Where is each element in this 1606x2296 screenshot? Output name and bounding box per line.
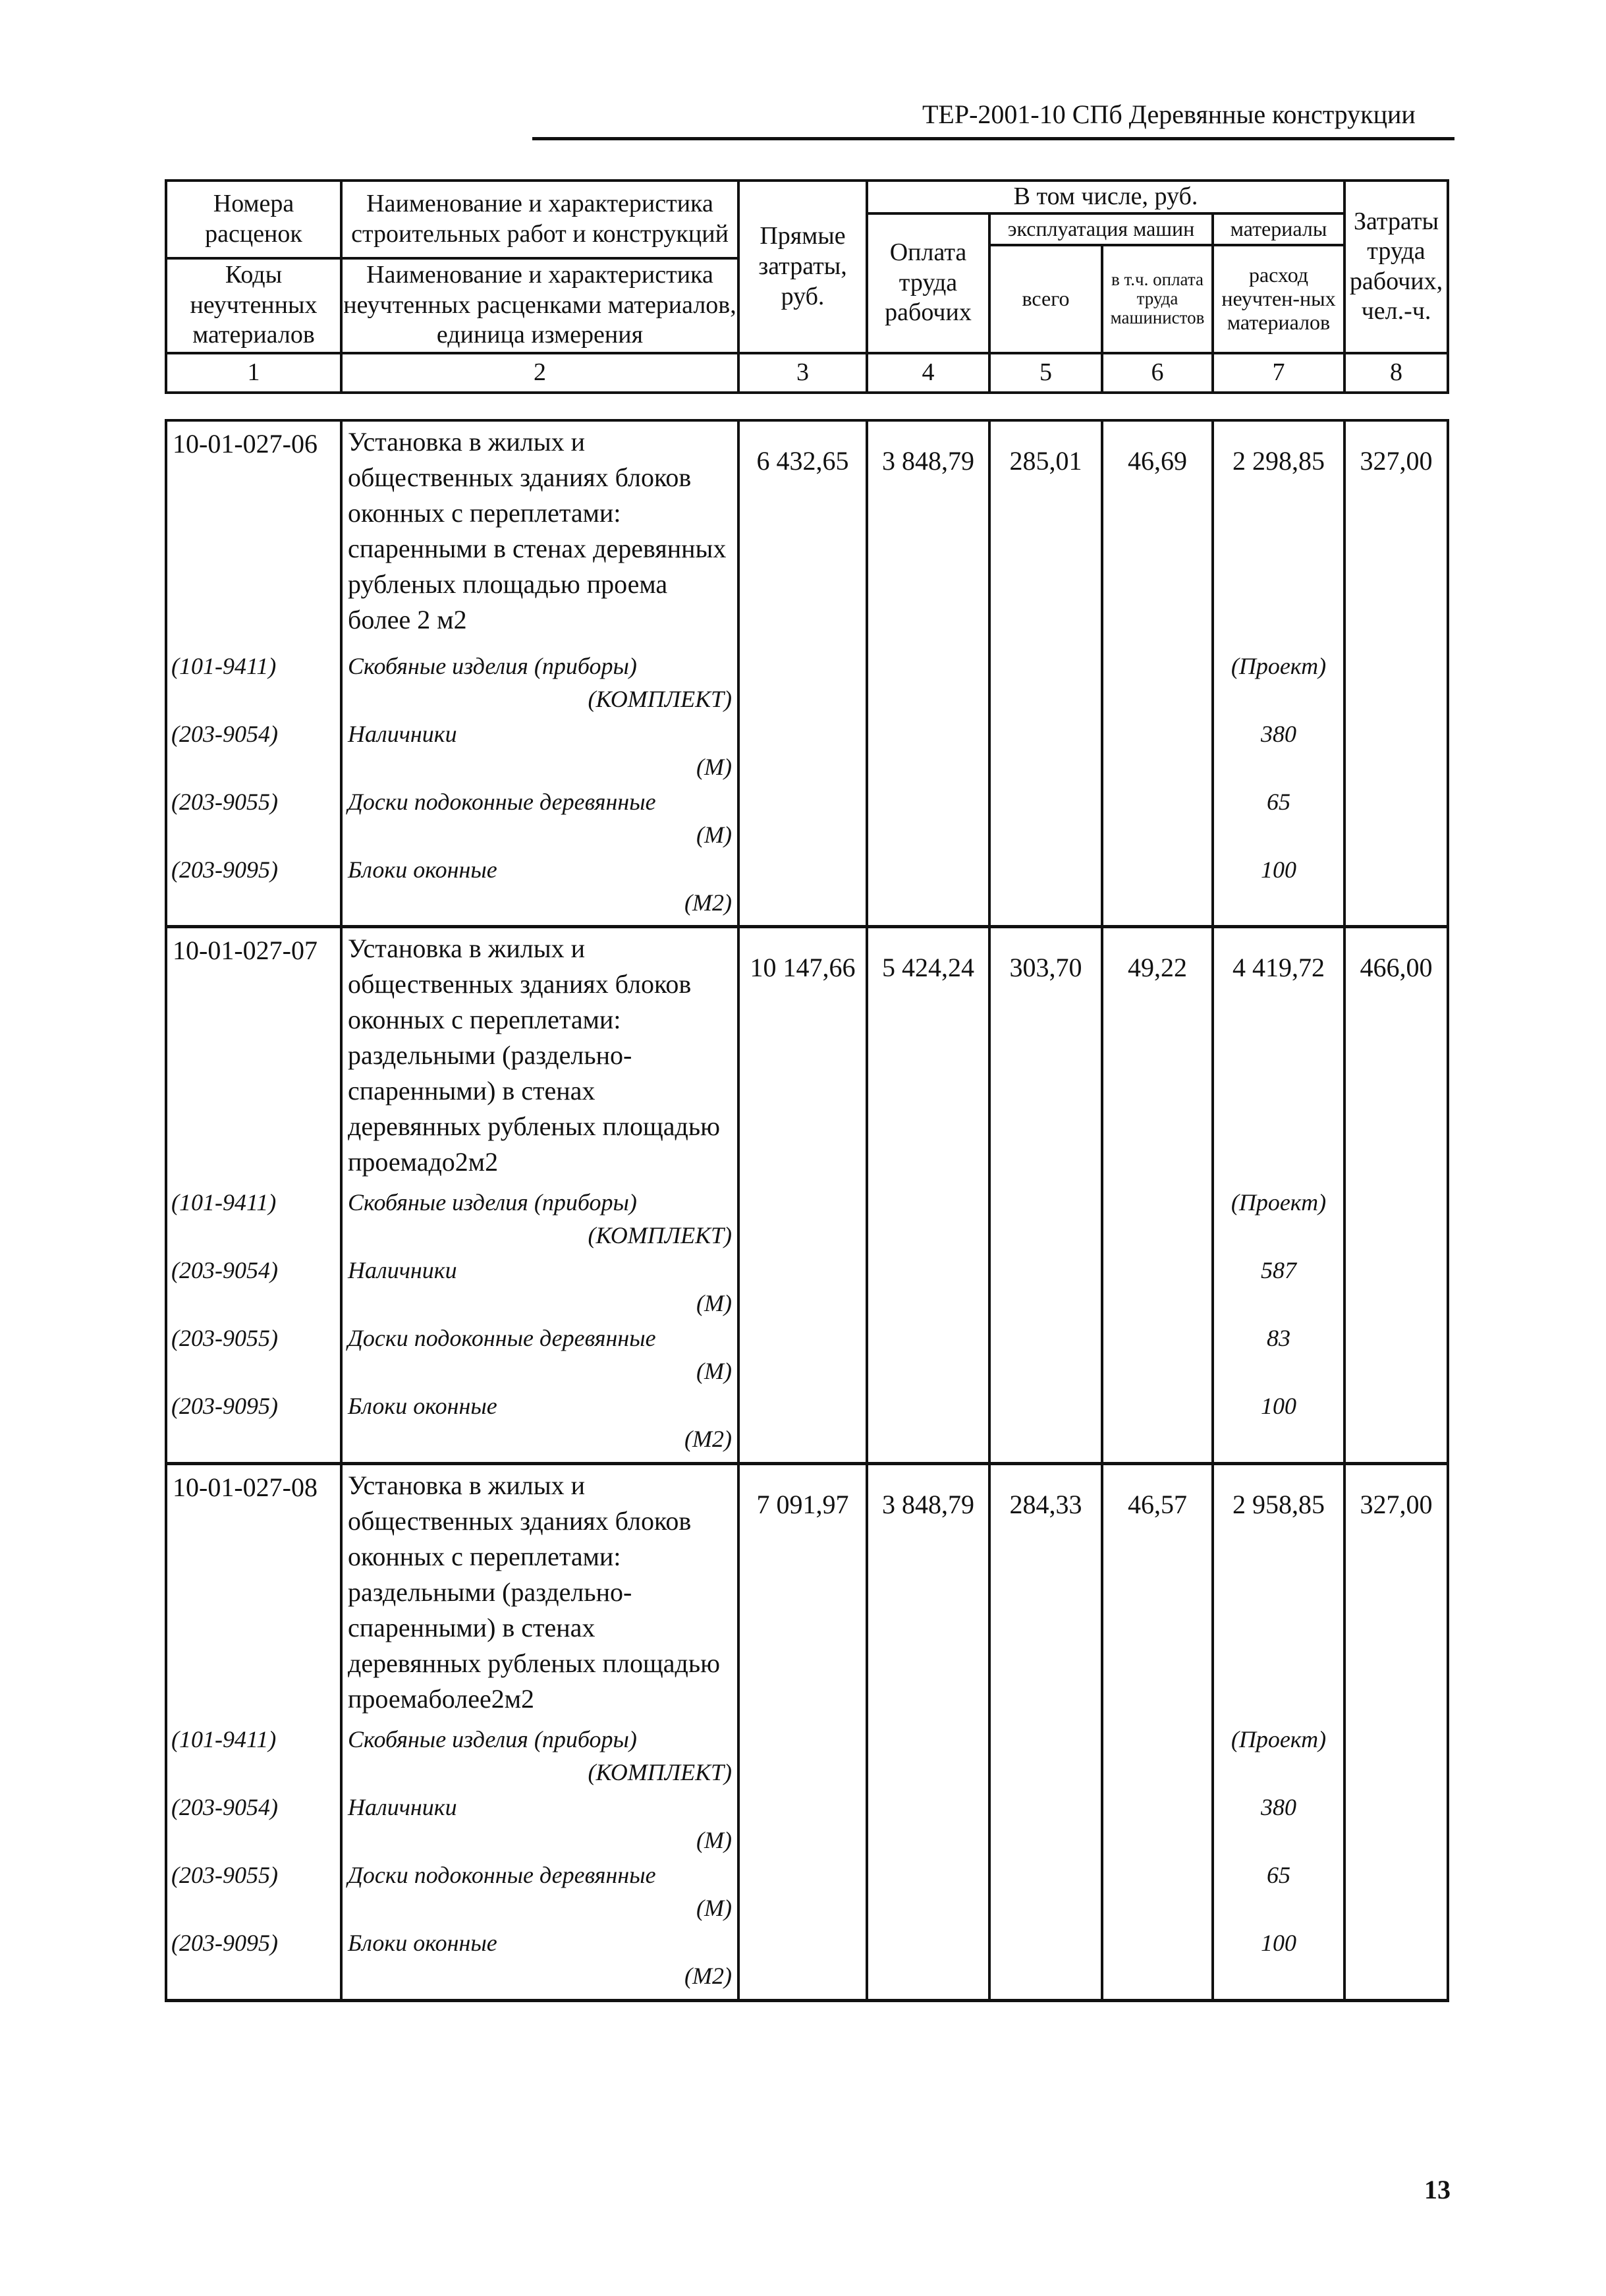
labor-hours: 327,00 — [1360, 1490, 1433, 1519]
material-name: Доски подоконные деревянные — [348, 1325, 656, 1351]
direct-costs: 10 147,66 — [750, 953, 856, 982]
header-col4: Оплата труда рабочих — [867, 213, 989, 353]
header-group: В том числе, руб. — [867, 181, 1344, 213]
table-body — [165, 419, 1449, 2002]
header-col8: Затраты труда рабочих, чел.-ч. — [1344, 181, 1448, 353]
labor-wages: 3 848,79 — [882, 446, 974, 476]
col-number: 1 — [166, 353, 341, 393]
material-code: (101-9411) — [171, 1726, 277, 1752]
work-description: Установка в жилых и общественных зданиях блоков оконных с переплетами: раздельными (раздельно-спаренными) в стенах деревянных рубленых площадью проемаболее2м2 — [348, 1470, 720, 1714]
material-name: Наличники — [348, 1257, 457, 1283]
header-materials: материалы — [1213, 213, 1344, 245]
material-quantity: (Проект) — [1231, 1189, 1327, 1216]
material-quantity: 65 — [1267, 789, 1290, 815]
machine-costs-total: 285,01 — [1009, 446, 1082, 476]
material-quantity: (Проект) — [1231, 653, 1327, 679]
rate-code: 10-01-027-08 — [173, 1472, 318, 1502]
material-name: Блоки оконные — [348, 1930, 497, 1956]
material-quantity: 100 — [1261, 856, 1296, 883]
material-unit: (М) — [696, 1290, 732, 1316]
col-number: 4 — [867, 353, 989, 393]
material-name: Блоки оконные — [348, 856, 497, 883]
machine-costs-total: 303,70 — [1009, 953, 1082, 982]
direct-costs: 7 091,97 — [756, 1490, 849, 1519]
materials-cost: 2 298,85 — [1232, 446, 1325, 476]
work-description: Установка в жилых и общественных зданиях блоков оконных с переплетами: спаренными в стенах деревянных рубленых площадью проема более 2 м2 — [348, 427, 727, 634]
labor-hours: 466,00 — [1360, 953, 1433, 982]
material-quantity: (Проект) — [1231, 1726, 1327, 1752]
material-unit: (М2) — [684, 889, 732, 916]
header-col6: в т.ч. оплата труда машинистов — [1102, 245, 1213, 353]
table-row — [166, 927, 1448, 1464]
header-col7: расход неучтен-ных материалов — [1213, 245, 1344, 353]
material-name: Доски подоконные деревянные — [348, 1862, 656, 1888]
col-number: 7 — [1213, 353, 1344, 393]
material-code: (101-9411) — [171, 653, 277, 679]
material-code: (203-9054) — [171, 1794, 278, 1820]
material-code: (203-9054) — [171, 1257, 278, 1283]
material-name: Блоки оконные — [348, 1393, 497, 1419]
col-number: 3 — [738, 353, 867, 393]
material-quantity: 380 — [1261, 1794, 1296, 1820]
header-col5: всего — [989, 245, 1102, 353]
header-col2-top: Наименование и характеристика строительных работ и конструкций — [341, 181, 738, 258]
material-code: (203-9095) — [171, 856, 278, 883]
header-col3: Прямые затраты, руб. — [738, 181, 867, 353]
material-unit: (КОМПЛЕКТ) — [588, 1222, 732, 1248]
material-code: (203-9055) — [171, 1862, 278, 1888]
machinist-wages: 49,22 — [1128, 953, 1187, 982]
header-machines: эксплуатация машин — [989, 213, 1213, 245]
material-code: (101-9411) — [171, 1189, 277, 1216]
materials-cost: 2 958,85 — [1232, 1490, 1325, 1519]
labor-hours: 327,00 — [1360, 446, 1433, 476]
material-unit: (М2) — [684, 1963, 732, 1989]
material-quantity: 65 — [1267, 1862, 1290, 1888]
work-description: Установка в жилых и общественных зданиях блоков оконных с переплетами: раздельными (раздельно-спаренными) в стенах деревянных рубленых площадью проемадо2м2 — [348, 934, 720, 1177]
material-unit: (М) — [696, 822, 732, 848]
material-name: Скобяные изделия (приборы) — [348, 1189, 637, 1216]
material-code: (203-9095) — [171, 1393, 278, 1419]
material-unit: (М) — [696, 1358, 732, 1384]
header-rule — [532, 137, 1454, 140]
direct-costs: 6 432,65 — [756, 446, 849, 476]
col-number: 8 — [1344, 353, 1448, 393]
material-unit: (КОМПЛЕКТ) — [588, 1759, 732, 1785]
material-quantity: 587 — [1261, 1257, 1296, 1283]
labor-wages: 5 424,24 — [882, 953, 974, 982]
material-name: Наличники — [348, 1794, 457, 1820]
material-code: (203-9095) — [171, 1930, 278, 1956]
table-header — [165, 179, 1449, 394]
material-name: Наличники — [348, 721, 457, 747]
material-quantity: 100 — [1261, 1930, 1296, 1956]
rate-code: 10-01-027-07 — [173, 936, 318, 965]
col-number: 2 — [341, 353, 738, 393]
material-name: Скобяные изделия (приборы) — [348, 1726, 637, 1752]
col-number: 6 — [1102, 353, 1213, 393]
material-name: Доски подоконные деревянные — [348, 789, 656, 815]
header-col1-bottom: Коды неучтенных материалов — [166, 258, 341, 353]
material-unit: (М) — [696, 754, 732, 780]
page-number: 13 — [1424, 2175, 1451, 2204]
labor-wages: 3 848,79 — [882, 1490, 974, 1519]
materials-cost: 4 419,72 — [1232, 953, 1325, 982]
material-code: (203-9054) — [171, 721, 278, 747]
machinist-wages: 46,69 — [1128, 446, 1187, 476]
col-number: 5 — [989, 353, 1102, 393]
material-unit: (КОМПЛЕКТ) — [588, 686, 732, 712]
material-quantity: 83 — [1267, 1325, 1290, 1351]
material-quantity: 380 — [1261, 721, 1296, 747]
material-unit: (М) — [696, 1895, 732, 1921]
table-row — [166, 420, 1448, 927]
material-code: (203-9055) — [171, 1325, 278, 1351]
table-row — [166, 1464, 1448, 2001]
material-unit: (М) — [696, 1827, 732, 1853]
material-name: Скобяные изделия (приборы) — [348, 653, 637, 679]
machine-costs-total: 284,33 — [1009, 1490, 1082, 1519]
header-col2-bottom: Наименование и характеристика неучтенных расценками материалов, единица измерения — [341, 258, 738, 353]
material-quantity: 100 — [1261, 1393, 1296, 1419]
header-col1-top: Номера расценок — [166, 181, 341, 258]
material-unit: (М2) — [684, 1426, 732, 1452]
rate-code: 10-01-027-06 — [173, 429, 318, 459]
running-head: ТЕР-2001-10 СПб Деревянные конструкции — [922, 99, 1416, 129]
material-code: (203-9055) — [171, 789, 278, 815]
machinist-wages: 46,57 — [1128, 1490, 1187, 1519]
